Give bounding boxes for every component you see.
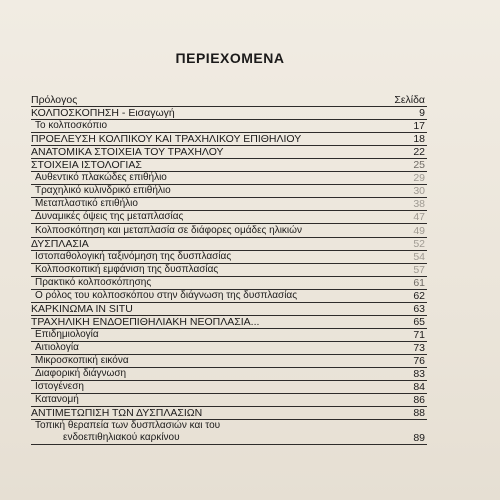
toc-entry-label: ΤΡΑΧΗΛΙΚΗ ΕΝΔΟΕΠΙΘΗΛΙΑΚΗ ΝΕΟΠΛΑΣΙΑ...	[31, 315, 260, 328]
toc-entry-page: 76	[413, 354, 425, 367]
toc-entry-label: Πρακτικό κολποσκόπησης	[35, 276, 152, 288]
toc-entry-label: ΑΝΑΤΟΜΙΚΑ ΣΤΟΙΧΕΙΑ ΤΟΥ ΤΡΑΧΗΛΟΥ	[31, 146, 224, 159]
toc-entry-label: Κολποσκόπηση και μεταπλασία σε διάφορες ομάδες ηλικιών	[35, 224, 302, 236]
toc-entry-page: 73	[413, 341, 425, 354]
toc-entry	[31, 146, 427, 159]
toc-entry-page: 83	[413, 368, 425, 381]
toc-entry-label: Δυναμικές όψεις της μεταπλασίας	[35, 211, 184, 223]
toc-entry-label: Επιδημιολογία	[35, 328, 99, 340]
toc-entry-page: 89	[413, 432, 425, 445]
toc-entry-label: Κολποσκοπική εμφάνιση της δυσπλασίας	[35, 263, 219, 275]
toc-entry-label: Ιστοπαθολογική ταξινόμηση της δυσπλασίας	[35, 250, 232, 262]
toc-entry-label: Αιτιολογία	[35, 341, 79, 353]
toc-entry-page: 38	[413, 198, 425, 211]
toc-entry-page: 52	[413, 237, 425, 250]
toc-entry-label: ΠΡΟΕΛΕΥΣΗ ΚΟΛΠΙΚΟΥ ΚΑΙ ΤΡΑΧΗΛΙΚΟΥ ΕΠΙΘΗΛΙΟΥ	[31, 133, 302, 146]
toc-entry-label: ΚΑΡΚΙΝΩΜΑ ΙΝ SITU	[31, 302, 133, 315]
toc-entry	[31, 316, 427, 329]
toc-entry-label: Μεταπλαστικό επιθήλιο	[35, 198, 138, 210]
toc-entry-label: ΣΤΟΙΧΕΙΑ ΙΣΤΟΛΟΓΙΑΣ	[31, 159, 142, 172]
toc-entry-page: 9	[419, 107, 425, 120]
toc-entry-label: Διαφορική διάγνωση	[35, 368, 127, 380]
toc-entry	[31, 264, 427, 277]
toc-entry	[31, 329, 427, 342]
toc-entry	[31, 238, 427, 251]
toc-entry	[31, 290, 427, 303]
toc-entry-page: 17	[413, 120, 425, 133]
toc-entry-page: 49	[413, 224, 425, 237]
toc-entry	[31, 211, 427, 224]
toc-entry-page: 47	[413, 211, 425, 224]
toc-entry-page: 86	[413, 394, 425, 407]
toc-entry-label: Ιστογένεση	[35, 381, 84, 393]
toc-entry-page: 62	[413, 289, 425, 302]
toc-entry-label: Τραχηλικό κυλινδρικό επιθήλιο	[35, 185, 171, 197]
toc-entry	[31, 355, 427, 368]
toc-entry-label: ΔΥΣΠΛΑΣΙΑ	[31, 237, 89, 250]
toc-entry	[31, 381, 427, 394]
toc-entry-label: ΚΟΛΠΟΣΚΟΠΗΣΗ - Εισαγωγή	[31, 107, 175, 120]
page-title: ΠΕΡΙΕΧΟΜΕΝΑ	[175, 50, 285, 66]
toc-entry	[31, 407, 427, 420]
toc-entry-label: Κατανομή	[35, 394, 79, 406]
toc-entry-label: Αυθεντικό πλακώδες επιθήλιο	[35, 172, 167, 184]
toc-entry	[31, 224, 427, 237]
toc-entry-label: Ο ρόλος του κολποσκόπου στην διάγνωση της δυσπλασίας	[35, 289, 298, 301]
toc-entry-page: 18	[413, 133, 425, 146]
toc-entry-page: 61	[413, 276, 425, 289]
toc-header-right: Σελίδα	[394, 94, 425, 107]
toc-entry-label: Το κολποσκόπιο	[35, 120, 108, 132]
toc-entry-label: Μικροσκοπική εικόνα	[35, 354, 129, 366]
toc-entry-page: 22	[413, 146, 425, 159]
toc-entry	[31, 198, 427, 211]
toc-entry	[31, 251, 427, 264]
toc-entry	[31, 342, 427, 355]
toc-entry	[31, 120, 427, 133]
toc-entry-page: 71	[413, 328, 425, 341]
toc-entry-label: ΑΝΤΙΜΕΤΩΠΙΣΗ ΤΩΝ ΔΥΣΠΛΑΣΙΩΝ	[31, 407, 203, 420]
toc-entry	[31, 133, 427, 146]
toc-entry-page: 84	[413, 381, 425, 394]
toc-entry-page: 63	[413, 302, 425, 315]
toc-entry	[31, 159, 427, 172]
toc-entry-page: 29	[413, 172, 425, 185]
toc-entry	[31, 420, 427, 432]
table-of-contents	[31, 94, 427, 445]
toc-entry-label: Τοπική θεραπεία των δυσπλασιών και του	[35, 420, 221, 432]
toc-entry	[31, 107, 427, 120]
toc-entry-page: 65	[413, 315, 425, 328]
toc-header-left: Πρόλογος	[31, 94, 78, 107]
toc-entry	[31, 303, 427, 316]
toc-entry	[31, 432, 427, 445]
toc-entry-page: 54	[413, 250, 425, 263]
toc-entry	[31, 185, 427, 198]
toc-entry	[31, 368, 427, 381]
toc-entry-label: ενδοεπιθηλιακού καρκίνου	[63, 432, 180, 444]
toc-entry-page: 25	[413, 159, 425, 172]
toc-entry-page: 88	[413, 407, 425, 420]
toc-entry	[31, 277, 427, 290]
toc-entry-page: 30	[413, 185, 425, 198]
toc-entry-page: 57	[413, 263, 425, 276]
toc-entry	[31, 172, 427, 185]
toc-header	[31, 94, 427, 107]
toc-entry	[31, 394, 427, 407]
